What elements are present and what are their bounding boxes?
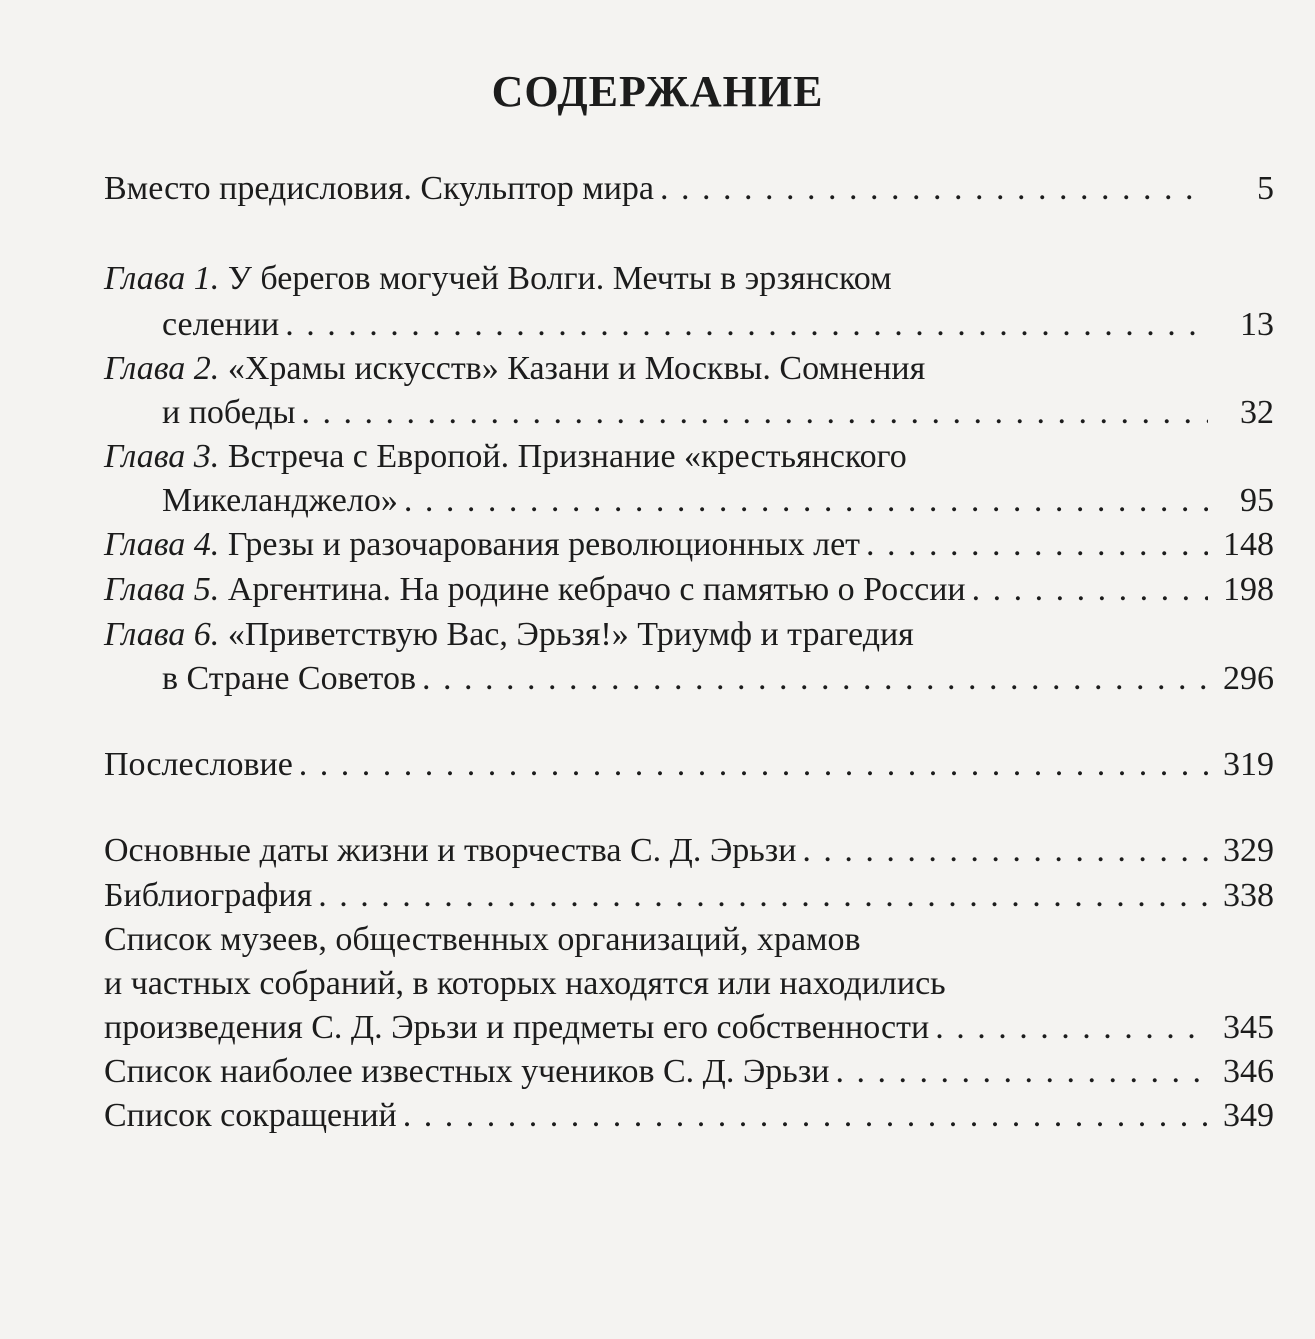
toc-entry-museums-line2 [104,965,1274,1013]
leader-dots [935,1009,1208,1047]
page-number: 13 [1240,306,1274,343]
entry-text-cont: произведения С. Д. Эрьзи и предметы его собственности [104,1009,930,1046]
page-number: 345 [1223,1009,1274,1046]
toc-entry-chapter-6 [104,616,1274,664]
leader-dots [302,394,1208,432]
page-number: 329 [1223,832,1274,869]
page-number: 346 [1223,1053,1274,1090]
entry-text: «Храмы искусств» Казани и Москвы. Сомнения [219,350,926,387]
page-number: 296 [1223,660,1274,697]
entry-text-cont: Микеланджело» [162,482,398,519]
leader-dots [835,1053,1208,1091]
leader-dots [802,832,1208,870]
toc-entry-chapter-4 [104,526,1274,574]
toc-entry-museums-line3 [104,1009,1274,1057]
entry-text: Библиография [104,877,313,914]
leader-dots [866,526,1208,564]
page-number: 5 [1257,170,1274,207]
toc-entry-afterword [104,746,1274,794]
leader-dots [972,571,1208,609]
chapter-label: Глава 4. [104,526,220,563]
toc-entry-chapter-1-cont [162,306,1274,354]
toc-entry-chapter-3 [104,438,1274,486]
entry-text: Аргентина. На родине кебрачо с памятью о России [219,571,966,608]
toc-entry-chapter-5 [104,571,1274,619]
entry-text: Вместо предисловия. Скульптор мира [104,170,655,207]
chapter-label: Глава 1. [104,260,220,297]
chapter-label: Глава 5. [104,571,220,608]
page-number: 148 [1223,526,1274,563]
page-number: 32 [1240,394,1274,431]
leader-dots [403,1097,1208,1135]
toc-entry-preface [104,170,1274,218]
entry-text: Основные даты жизни и творчества С. Д. Эрьзи [104,832,797,869]
page-number: 95 [1240,482,1274,519]
toc-entry-bibliography [104,877,1274,925]
entry-text-cont: и победы [162,394,296,431]
entry-text: Послесловие [104,746,293,783]
toc-entry-students [104,1053,1274,1101]
entry-text: У берегов могучей Волги. Мечты в эрзянском [219,260,892,297]
leader-dots [422,660,1208,698]
toc-entry-abbreviations [104,1097,1274,1145]
leader-dots [285,306,1208,344]
toc-entry-chapter-3-cont [162,482,1274,530]
toc-entry-dates [104,832,1274,880]
entry-text: Грезы и разочарования революционных лет [219,526,861,563]
entry-text-cont: и частных собраний, в которых находятся или находились [104,965,946,1002]
page-number: 349 [1223,1097,1274,1134]
leader-dots [318,877,1208,915]
toc-entry-chapter-6-cont [162,660,1274,708]
page-number: 338 [1223,877,1274,914]
entry-text: Встреча с Европой. Признание «крестьянского [219,438,907,475]
entry-text-cont: селении [162,306,280,343]
entry-text: Список сокращений [104,1097,397,1134]
leader-dots [404,482,1208,520]
leader-dots [299,746,1208,784]
page-number: 319 [1223,746,1274,783]
toc-entry-museums [104,921,1274,969]
chapter-label: Глава 3. [104,438,220,475]
leader-dots [660,170,1208,208]
chapter-label: Глава 6. [104,616,220,653]
entry-text-cont: в Стране Советов [162,660,417,697]
page-number: 198 [1223,571,1274,608]
toc-entry-chapter-1 [104,260,1274,308]
toc-entry-chapter-2-cont [162,394,1274,442]
entry-text: «Приветствую Вас, Эрьзя!» Триумф и трагедия [219,616,914,653]
entry-text: Список наиболее известных учеников С. Д. Эрьзи [104,1053,830,1090]
chapter-label: Глава 2. [104,350,220,387]
page-title: СОДЕРЖАНИЕ [491,67,824,116]
toc-entry-chapter-2 [104,350,1274,398]
entry-text: Список музеев, общественных организаций, храмов [104,921,861,958]
